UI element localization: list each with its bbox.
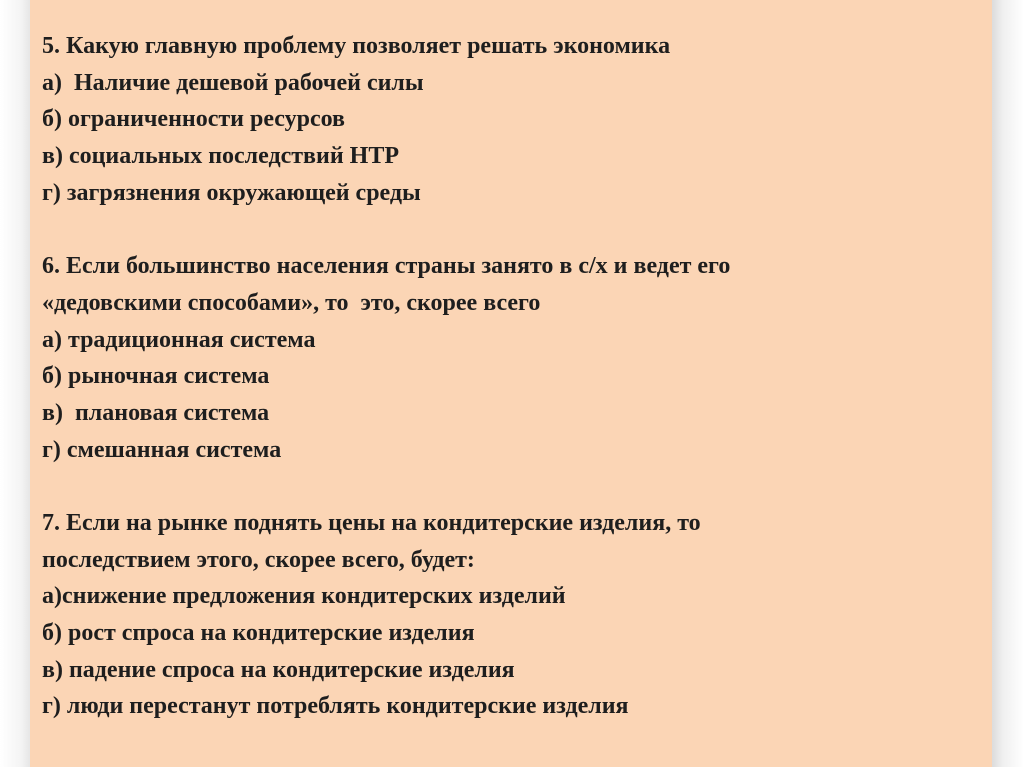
question-5-option-c: в) социальных последствий НТР <box>42 143 400 170</box>
question-6-text-line-1: 6. Если большинство населения страны занято в с/х и ведет его <box>42 253 731 280</box>
question-5-option-a: а) Наличие дешевой рабочей силы <box>42 69 424 96</box>
question-5 <box>42 28 982 211</box>
question-7-text-line-1: 7. Если на рынке поднять цены на кондитерские изделия, то <box>42 509 701 536</box>
quiz-text <box>42 28 982 725</box>
question-6-text-line-2: «дедовскими способами», то это, скорее всего <box>42 289 541 316</box>
question-7-option-b: б) рост спроса на кондитерские изделия <box>42 620 475 646</box>
question-7-option-d: г) люди перестанут потреблять кондитерские изделия <box>42 693 629 720</box>
question-6-option-a: а) традиционная система <box>42 326 316 353</box>
question-6-option-b: б) рыночная система <box>42 363 270 390</box>
question-5-option-b: б) ограниченности ресурсов <box>42 106 345 133</box>
question-spacer <box>42 468 982 505</box>
question-6 <box>42 248 982 468</box>
question-7-option-a: а)снижение предложения кондитерских изделий <box>42 583 566 610</box>
question-6-option-d: г) смешанная система <box>42 436 282 463</box>
question-spacer <box>42 211 982 248</box>
question-5-option-d: г) загрязнения окружающей среды <box>42 179 421 206</box>
question-6-option-c: в) плановая система <box>42 399 270 426</box>
question-5-text: 5. Какую главную проблему позволяет решать экономика <box>42 33 671 59</box>
slide-left-edge <box>0 0 30 767</box>
question-7-text-line-2: последствием этого, скорее всего, будет: <box>42 546 475 573</box>
question-7 <box>42 505 982 725</box>
slide-right-edge <box>992 0 1024 767</box>
question-7-option-c: в) падение спроса на кондитерские изделия <box>42 656 515 683</box>
